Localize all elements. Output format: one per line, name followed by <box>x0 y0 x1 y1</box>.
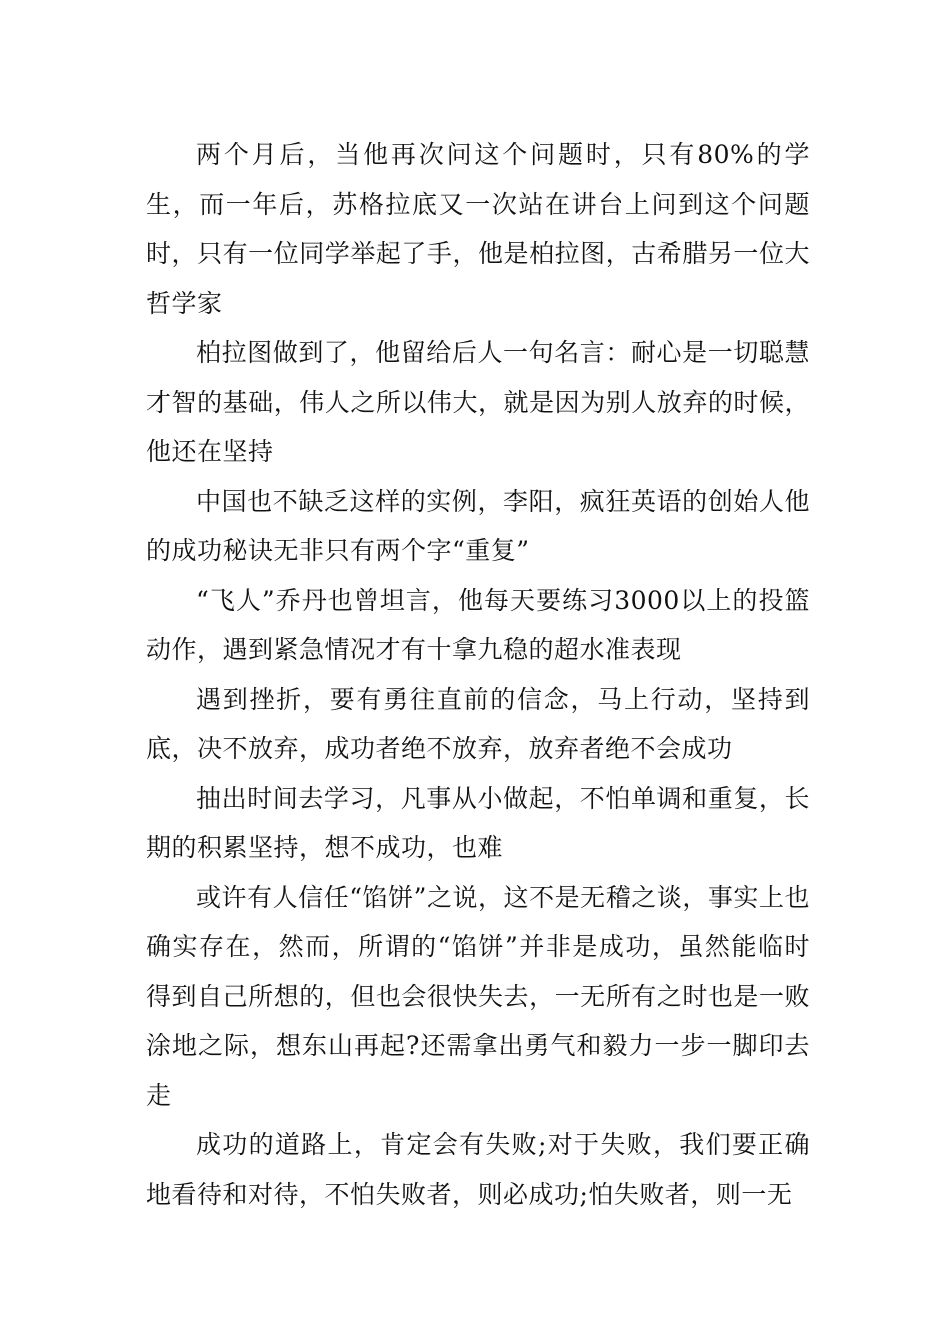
paragraph-8: 成功的道路上，肯定会有失败;对于失败，我们要正确地看待和对待，不怕失败者，则必成功;怕失败者，则一无 <box>146 1130 810 1209</box>
paragraph-6: 抽出时间去学习，凡事从小做起，不怕单调和重复，长期的积累坚持，想不成功，也难 <box>146 783 810 862</box>
paragraph-5: 遇到挫折，要有勇往直前的信念，马上行动，坚持到底，决不放弃，成功者绝不放弃，放弃者绝不会成功 <box>146 684 810 763</box>
paragraph-1: 两个月后，当他再次问这个问题时，只有80%的学生，而一年后，苏格拉底又一次站在讲台上问到这个问题时，只有一位同学举起了手，他是柏拉图，古希腊另一位大哲学家 <box>146 140 810 318</box>
paragraph-3: 中国也不缺乏这样的实例，李阳，疯狂英语的创始人他的成功秘诀无非只有两个字“重复” <box>146 486 810 565</box>
document-body <box>146 130 810 1219</box>
paragraph-7: 或许有人信任“馅饼”之说，这不是无稽之谈，事实上也确实存在，然而，所谓的“馅饼”并非是成功，虽然能临时得到自己所想的，但也会很快失去，一无所有之时也是一败涂地之际，想东山再起?还需拿出勇气和毅力一步一脚印去走 <box>146 882 810 1110</box>
paragraph-2: 柏拉图做到了，他留给后人一句名言：耐心是一切聪慧才智的基础，伟人之所以伟大，就是因为别人放弃的时候，他还在坚持 <box>146 338 810 466</box>
paragraph-4: “飞人”乔丹也曾坦言，他每天要练习3000以上的投篮动作，遇到紧急情况才有十拿九稳的超水准表现 <box>146 585 810 664</box>
